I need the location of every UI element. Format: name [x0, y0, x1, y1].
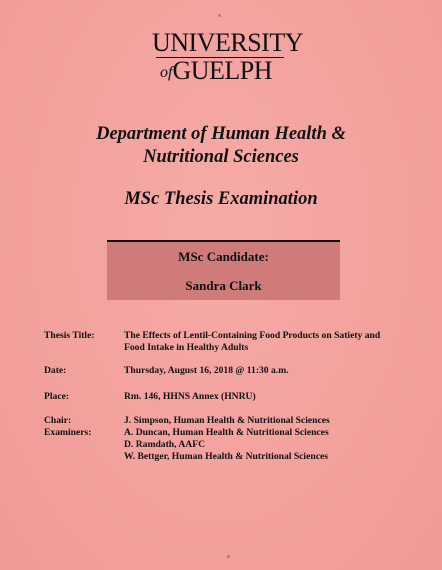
university-logo: [152, 28, 303, 85]
chair-label: Chair:: [44, 415, 72, 426]
scan-speck: [227, 555, 230, 558]
examiners-value: [124, 427, 424, 463]
examiners-label: Examiners:: [44, 427, 92, 438]
thesis-title-line-1: The Effects of Lentil-Containing Food Products on Satiety and: [124, 330, 381, 341]
department-line-2: Nutritional Sciences: [143, 147, 299, 167]
place-label: Place:: [44, 391, 70, 402]
exam-title: MSc Thesis Examination: [124, 189, 318, 209]
date-label: Date:: [44, 365, 67, 376]
candidate-box: [107, 240, 340, 300]
candidate-name: Sandra Clark: [185, 278, 262, 293]
thesis-title-line-2: Food Intake in Healthy Adults: [124, 342, 249, 353]
examiner-3: W. Bettger, Human Health & Nutritional Sciences: [124, 451, 328, 462]
examiner-1: A. Duncan, Human Health & Nutritional Sciences: [124, 427, 329, 438]
department-heading: [0, 123, 442, 169]
logo-guelph-name: GUELPH: [172, 56, 273, 85]
thesis-title-label: Thesis Title:: [44, 330, 95, 341]
logo-of-text: of: [160, 64, 173, 81]
place-value: Rm. 146, HHNS Annex (HNRU): [124, 391, 256, 402]
thesis-title-value: [124, 330, 424, 354]
candidate-label: MSc Candidate:: [178, 249, 269, 264]
logo-guelph-text: [160, 58, 272, 86]
date-value: Thursday, August 16, 2018 @ 11:30 a.m.: [124, 365, 289, 376]
chair-value: J. Simpson, Human Health & Nutritional Sciences: [124, 415, 330, 426]
department-line-1: Department of Human Health &: [96, 124, 346, 144]
scan-speck: [218, 14, 221, 17]
examiner-2: D. Ramdath, AAFC: [124, 439, 206, 450]
logo-university-text: UNIVERSITY: [152, 28, 303, 57]
